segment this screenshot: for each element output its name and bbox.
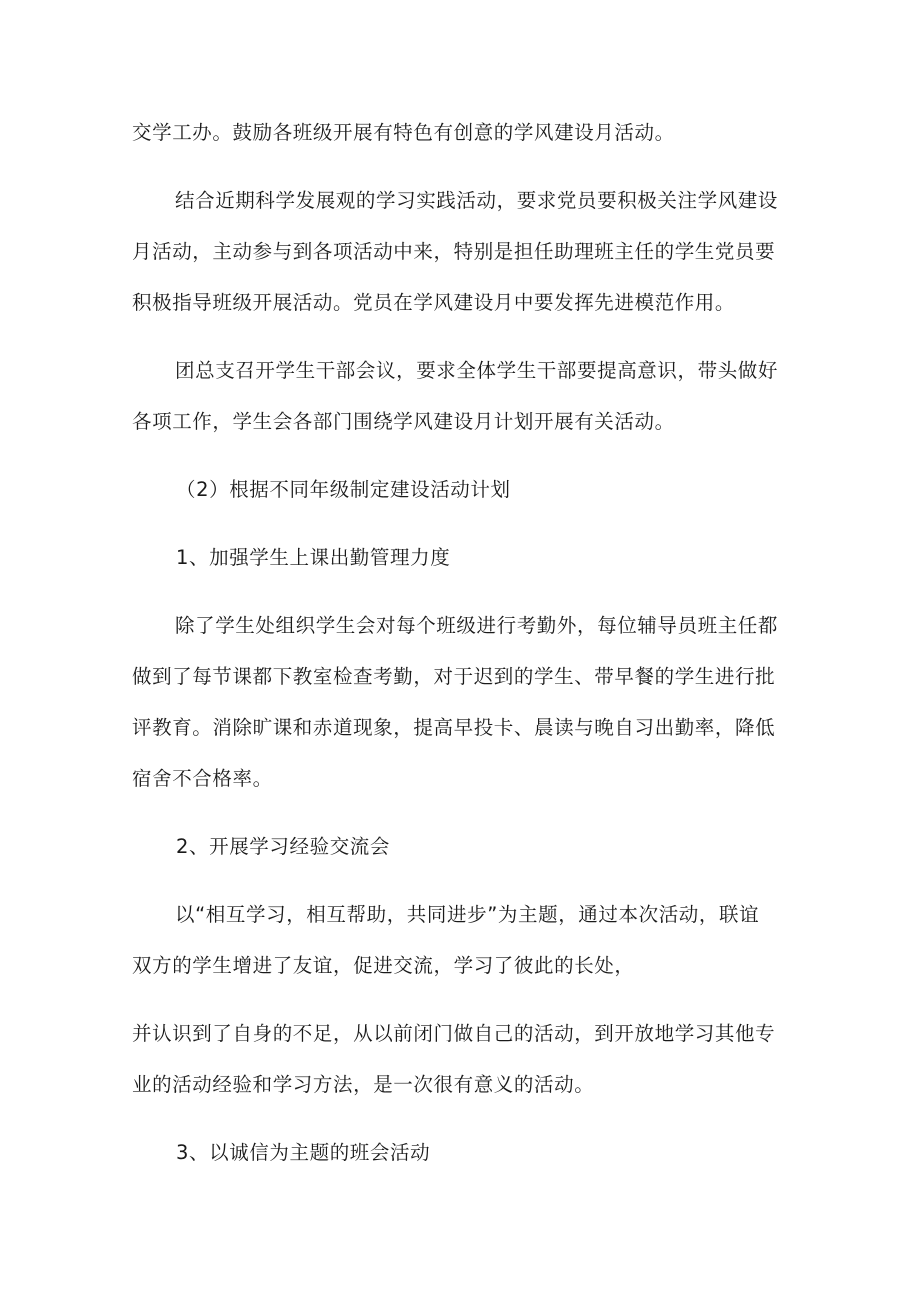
subsection-heading: 3、以诚信为主题的班会活动 xyxy=(176,1141,431,1164)
body-line: 业的活动经验和学习方法，是一次很有意义的活动。 xyxy=(132,1073,595,1096)
subsection-heading: 2、开展学习经验交流会 xyxy=(176,835,391,858)
body-line: 宿舍不合格率。 xyxy=(132,767,273,790)
body-line: 双方的学生增进了友谊，促进交流，学习了彼此的长处， xyxy=(132,954,635,977)
body-line: 月活动，主动参与到各项活动中来，特别是担任助理班主任的学生党员要 xyxy=(132,240,776,263)
body-line: 积极指导班级开展活动。党员在学风建设月中要发挥先进模范作用。 xyxy=(132,291,736,314)
subsection-heading: 1、加强学生上课出勤管理力度 xyxy=(176,546,451,569)
section-heading: （2）根据不同年级制定建设活动计划 xyxy=(176,478,511,501)
body-line: 交学工办。鼓励各班级开展有特色有创意的学风建设月活动。 xyxy=(132,121,675,144)
body-line: 并认识到了自身的不足，从以前闭门做自己的活动，到开放地学习其他专 xyxy=(132,1022,776,1045)
paragraph-line: 除了学生处组织学生会对每个班级进行考勤外，每位辅导员班主任都 xyxy=(175,614,779,637)
paragraph-line: 团总支召开学生干部会议，要求全体学生干部要提高意识，带头做好 xyxy=(175,359,779,382)
body-line: 做到了每节课都下教室检查考勤，对于迟到的学生、带早餐的学生进行批 xyxy=(132,665,776,688)
body-line: 评教育。消除旷课和赤道现象，提高早投卡、晨读与晚自习出勤率，降低 xyxy=(132,716,776,739)
paragraph-line: 以“相互学习，相互帮助，共同进步”为主题，通过本次活动，联谊 xyxy=(175,903,760,926)
body-line: 各项工作，学生会各部门围绕学风建设月计划开展有关活动。 xyxy=(132,410,675,433)
paragraph-line: 结合近期科学发展观的学习实践活动，要求党员要积极关注学风建设 xyxy=(175,189,779,212)
